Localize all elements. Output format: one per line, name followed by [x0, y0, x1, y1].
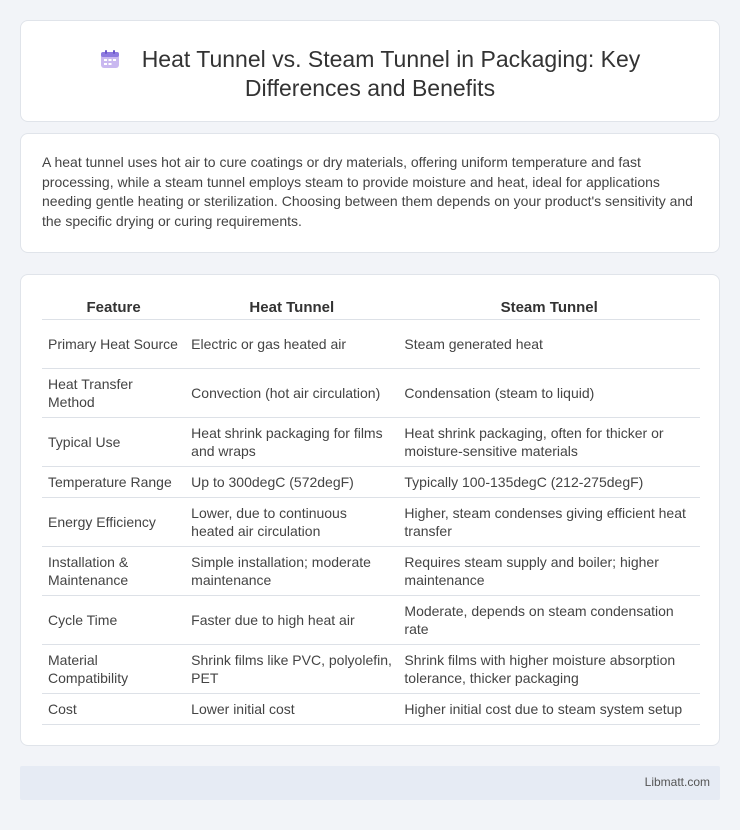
- footer-brand-link[interactable]: Libmatt.com: [644, 775, 710, 789]
- feature-cell: Temperature Range: [42, 467, 185, 498]
- intro-card: [20, 133, 720, 253]
- heat-tunnel-cell: Simple installation; moderate maintenance: [185, 547, 398, 596]
- feature-cell: Cost: [42, 694, 185, 725]
- table-row: [42, 418, 700, 467]
- feature-cell: Typical Use: [42, 418, 185, 467]
- calendar-icon: [100, 47, 120, 67]
- heat-tunnel-cell: Convection (hot air circulation): [185, 369, 398, 418]
- table-row: [42, 694, 700, 725]
- heat-tunnel-cell: Heat shrink packaging for films and wraps: [185, 418, 398, 467]
- table-row: [42, 320, 700, 369]
- feature-cell: Cycle Time: [42, 596, 185, 645]
- feature-cell: Material Compatibility: [42, 645, 185, 694]
- table-row: [42, 596, 700, 645]
- header-heat-tunnel: Heat Tunnel: [185, 295, 398, 320]
- feature-cell: Installation & Maintenance: [42, 547, 185, 596]
- title-line-1: Heat Tunnel vs. Steam Tunnel in Packaging: Key: [141, 46, 641, 72]
- steam-tunnel-cell: Higher, steam condenses giving efficient heat transfer: [398, 498, 700, 547]
- table-row: [42, 645, 700, 694]
- table-header-row: [42, 295, 700, 320]
- steam-tunnel-cell: Steam generated heat: [398, 320, 700, 369]
- feature-cell: Primary Heat Source: [42, 320, 185, 369]
- intro-paragraph: A heat tunnel uses hot air to cure coatings or dry materials, offering uniform temperature and fast processing, while a steam tunnel employs steam to provide moisture and heat, ideal for applications needing gentle heating or sterilization. Choosing between them depends on your product's sensitivity and the specific drying or curing requirements.: [42, 154, 693, 229]
- steam-tunnel-cell: Condensation (steam to liquid): [398, 369, 700, 418]
- feature-cell: Energy Efficiency: [42, 498, 185, 547]
- footer-bar: [20, 766, 720, 800]
- heat-tunnel-cell: Faster due to high heat air: [185, 596, 398, 645]
- comparison-card: [20, 274, 720, 746]
- feature-cell: Heat Transfer Method: [42, 369, 185, 418]
- steam-tunnel-cell: Typically 100-135degC (212-275degF): [398, 467, 700, 498]
- table-row: [42, 369, 700, 418]
- steam-tunnel-cell: Heat shrink packaging, often for thicker or moisture-sensitive materials: [398, 418, 700, 467]
- table-row: [42, 547, 700, 596]
- table-row: [42, 498, 700, 547]
- heat-tunnel-cell: Shrink films like PVC, polyolefin, PET: [185, 645, 398, 694]
- steam-tunnel-cell: Moderate, depends on steam condensation rate: [398, 596, 700, 645]
- heat-tunnel-cell: Lower, due to continuous heated air circulation: [185, 498, 398, 547]
- table-row: [42, 467, 700, 498]
- steam-tunnel-cell: Higher initial cost due to steam system setup: [398, 694, 700, 725]
- comparison-table: [42, 295, 700, 725]
- steam-tunnel-cell: Shrink films with higher moisture absorption tolerance, thicker packaging: [398, 645, 700, 694]
- steam-tunnel-cell: Requires steam supply and boiler; higher maintenance: [398, 547, 700, 596]
- heat-tunnel-cell: Up to 300degC (572degF): [185, 467, 398, 498]
- heat-tunnel-cell: Lower initial cost: [185, 694, 398, 725]
- header-feature: Feature: [42, 295, 185, 320]
- heat-tunnel-cell: Electric or gas heated air: [185, 320, 398, 369]
- page-title: [21, 45, 719, 103]
- header-steam-tunnel: Steam Tunnel: [398, 295, 700, 320]
- title-line-2: Differences and Benefits: [244, 75, 496, 101]
- title-card: [20, 20, 720, 122]
